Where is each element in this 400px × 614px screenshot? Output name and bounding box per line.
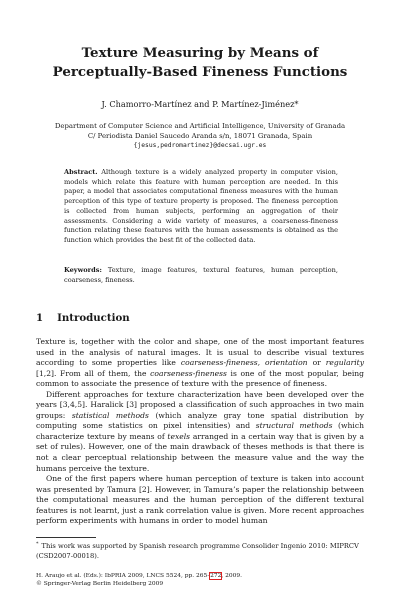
paragraph-2	[36, 390, 364, 474]
title-line-2: Perceptually-Based Fineness Functions	[52, 64, 348, 80]
text-run: One of the first papers where human perception of texture is taken into account was presented by Tamura	[36, 474, 364, 494]
text-run: . From all of them, the	[54, 368, 151, 378]
page-range-link[interactable]: 272	[210, 573, 222, 579]
authors: J. Chamorro-Martínez and P. Martínez-Jiménez*	[101, 99, 299, 109]
abstract-text: Although texture is a widely analyzed property in computer vision, models which relate this feature with human perception are needed. In this paper, a model that associates computational fineness measures with the human perception of this type of texture property is proposed. The fineness perception is collected from human subjects, performing an aggregation of their assessments. Considering a wide variety of measures, a coarseness-fineness function relating these features with the human assessments is obtained as the function which provides the best fit of the collected data.	[64, 168, 338, 244]
footer-text: , 2009.	[221, 573, 243, 579]
emphasis: statistical methods	[71, 410, 149, 420]
keywords-label: Keywords:	[64, 266, 102, 274]
footer-text: H. Araujo et al. (Eds.): IbPRIA 2009, LNCS 5524, pp. 265–	[36, 573, 211, 579]
section-title: Introduction	[57, 312, 130, 324]
keywords-text: Texture, image features, textural features, human perception, coarseness, fineness.	[64, 266, 338, 284]
affiliation	[36, 122, 364, 151]
section-body	[36, 337, 364, 527]
affiliation-line-1: Department of Computer Science and Artificial Intelligence, University of Granada	[54, 122, 346, 130]
footnote-mark: *	[36, 541, 39, 547]
emphasis: coarseness-fineness, orientation	[180, 358, 308, 368]
footer-copyright: © Springer-Verlag Berlin Heidelberg 2009	[36, 581, 164, 588]
emphasis: texels	[167, 431, 191, 441]
keywords	[64, 266, 338, 285]
text-run: Different approaches for texture characterization have been developed over the years	[36, 389, 364, 410]
author-emails: {jesus,pedromartinez}@decsai.ugr.es	[133, 142, 267, 149]
citation-link[interactable]: [1,2]	[36, 368, 55, 378]
emphasis: structural methods	[255, 421, 333, 431]
footnote-text: This work was supported by Spanish research programme Consolider Ingenio 2010: MIPRCV (CSD2007-00018).	[36, 542, 359, 560]
text-run: or	[307, 358, 326, 368]
section-heading	[36, 312, 364, 324]
emphasis: coarseness-fineness	[150, 368, 227, 378]
text-run: proposed a classification of such approaches in two main groups:	[36, 400, 364, 420]
footer-citation	[36, 572, 364, 580]
citation-link[interactable]: [3,4,5]	[59, 400, 85, 410]
title-line-1: Texture Measuring by Means of	[81, 45, 319, 61]
text-run: Texture is, together with the color and shape, one of the most important features used in the analysis of natural images. It is usual to describe visual textures according to some properties like	[36, 337, 364, 368]
affiliation-line-2: C/ Periodista Daniel Saucedo Aranda s/n, 18071 Granada, Spain	[87, 131, 313, 140]
publication-footer	[36, 572, 364, 589]
text-run: (which analyze gray tone spatial distribution by computing some statistics on pixel intensities) and	[36, 410, 364, 431]
paragraph-3	[36, 474, 364, 527]
section-number: 1	[36, 312, 44, 324]
text-run: . Haralick	[85, 400, 127, 410]
emphasis: regularity	[325, 358, 364, 368]
footnote	[36, 540, 364, 561]
abstract	[64, 168, 338, 246]
footnote-rule	[36, 537, 96, 538]
paper-title	[40, 44, 360, 82]
paragraph-1	[36, 337, 364, 390]
text-run: arranged in a certain way that is given by a set of rules). However, one of the main drawback of theses methods is that there is not a clear perceptual relationship between the measure value and the way the humans perceive the texture.	[36, 431, 364, 473]
text-run: is one of the most popular, being common to associate the presence of texture with the presence of fineness.	[36, 368, 365, 389]
abstract-label: Abstract.	[64, 168, 98, 176]
text-run: (which characterize texture by means of	[36, 421, 364, 441]
citation-link[interactable]: [2]	[138, 484, 150, 494]
citation-link[interactable]: [3]	[126, 400, 138, 410]
text-run: . However, in Tamura’s paper the relationship between the computational measures and the human perception of the different textural features is not learnt, just a rank correlation value is given. More recent approaches perform experiments with humans in order to model human	[36, 484, 364, 526]
